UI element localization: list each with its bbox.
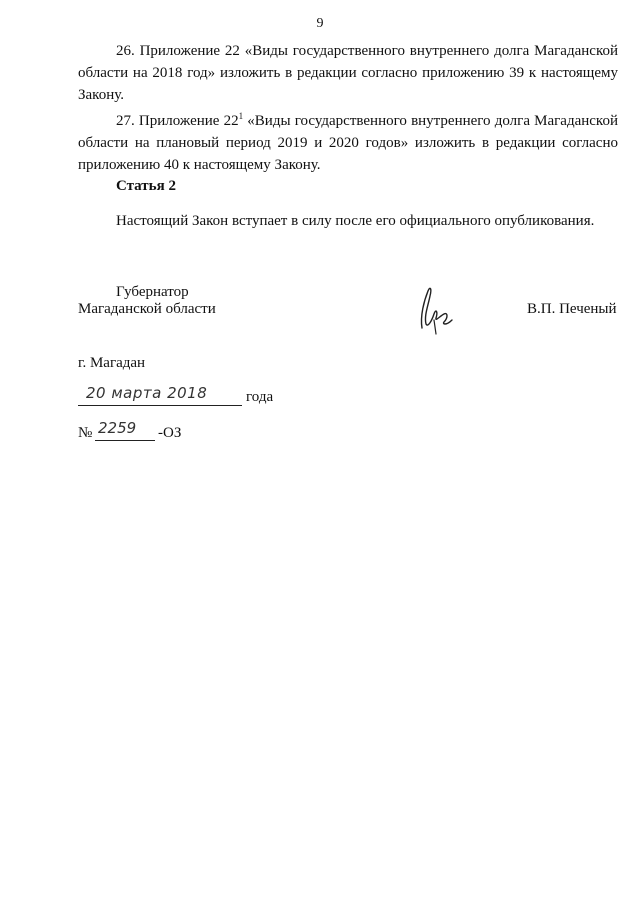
item-27-rest: «Виды государственного внутреннего долга Магаданской области на плановый период 2019 и 2020 годов» изложить в редакции согласно приложению 40 к настоящему Закону. <box>78 113 618 173</box>
page-number: 9 <box>316 16 324 31</box>
item-27-prefix: 27. Приложение 22 <box>116 113 239 129</box>
article-text: Настоящий Закон вступает в силу после его официального опубликования. <box>116 213 595 229</box>
governor-title-line2: Магаданской области <box>78 301 216 317</box>
date-handwritten: 20 марта 2018 <box>86 384 208 402</box>
number-suffix: -ОЗ <box>158 425 182 441</box>
place-of-signing: г. Магадан <box>78 355 146 371</box>
item-26-paragraph: 26. Приложение 22 «Виды государственного внутреннего долга Магаданской области на 2018 год» изложить в редакции согласно приложению 39 к настоящему Закону. <box>78 43 618 103</box>
governor-title-line1: Губернатор <box>116 284 189 300</box>
signature-graphic <box>412 276 462 341</box>
number-handwritten: 2259 <box>98 419 137 437</box>
governor-name: В.П. Печеный <box>527 301 617 317</box>
item-27-paragraph <box>78 110 618 176</box>
article-heading: Статья 2 <box>116 178 176 194</box>
date-suffix: года <box>246 389 274 405</box>
item-27-superscript: 1 <box>238 111 244 121</box>
number-label: № <box>78 425 93 441</box>
